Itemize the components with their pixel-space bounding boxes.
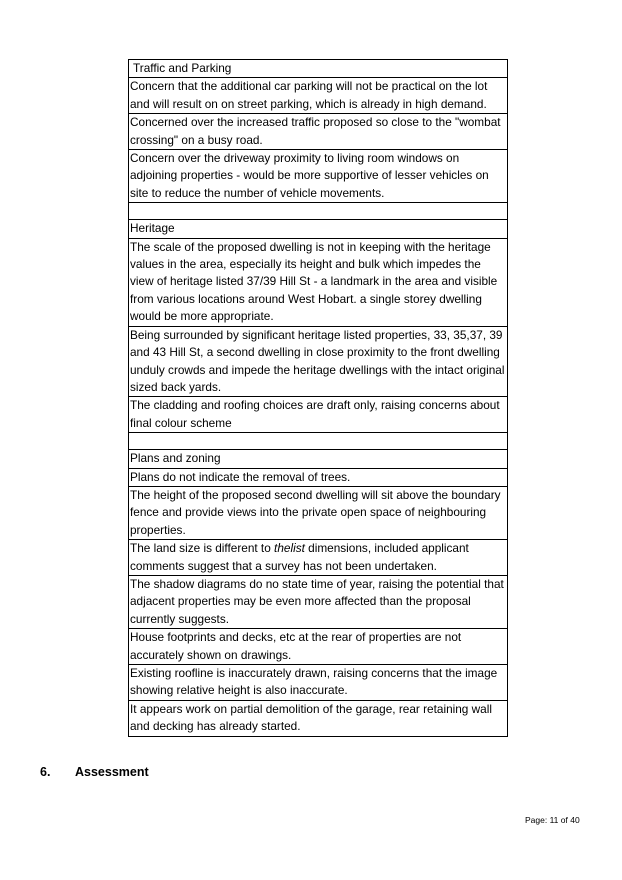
table-row	[129, 220, 508, 238]
heritage-row-3: The cladding and roofing choices are draft only, raising concerns about final colour scheme	[129, 397, 508, 433]
section-number: 6.	[40, 765, 51, 779]
heading-plans-zoning: Plans and zoning	[129, 450, 508, 468]
table-row	[129, 397, 508, 433]
plans-row-demolition: It appears work on partial demolition of the garage, rear retaining wall and decking has already started.	[129, 700, 508, 736]
table-row	[129, 326, 508, 397]
heading-heritage: Heritage	[129, 220, 508, 238]
plans-row-2: The height of the proposed second dwelling will sit above the boundary fence and provide views into the private open space of neighbouring properties.	[129, 486, 508, 539]
plans-row-footprints: House footprints and decks, etc at the rear of properties are not accurately shown on drawings.	[129, 629, 508, 665]
table-row	[129, 114, 508, 150]
table-row	[129, 150, 508, 203]
land-size-text-after: dimensions, included applicant comments suggest that a survey has not been undertaken.	[130, 541, 469, 573]
section-title: Assessment	[75, 765, 149, 779]
heritage-row-2: Being surrounded by significant heritage listed properties, 33, 35,37, 39 and 43 Hill St, a second dwelling in close proximity to the front dwelling unduly crowds and impede the heritage dwellings with the intact original sized back yards.	[129, 326, 508, 397]
table-row	[129, 60, 508, 78]
table-row	[129, 540, 508, 576]
plans-row-1: Plans do not indicate the removal of trees.	[129, 468, 508, 486]
table-row	[129, 468, 508, 486]
land-size-thelist: thelist	[274, 541, 305, 556]
table-row	[129, 665, 508, 701]
blank-row	[129, 433, 508, 450]
traffic-row-1: Concern that the additional car parking will not be practical on the lot and will result on on street parking, which is already in high demand.	[129, 78, 508, 114]
land-size-text-before: The land size is different to	[130, 541, 275, 556]
blank-cell	[129, 203, 508, 220]
blank-row	[129, 203, 508, 220]
table-row	[129, 78, 508, 114]
plans-row-shadow: The shadow diagrams do no state time of year, raising the potential that adjacent properties may be even more affected than the proposal currently suggests.	[129, 575, 508, 628]
plans-row-land-size	[129, 540, 508, 576]
page-number: Page: 11 of 40	[525, 815, 580, 825]
traffic-row-2: Concerned over the increased traffic proposed so close to the "wombat crossing" on a busy road.	[129, 114, 508, 150]
heading-traffic-parking: Traffic and Parking	[129, 60, 508, 78]
table-row	[129, 575, 508, 628]
representations-table	[128, 59, 508, 737]
table-row	[129, 629, 508, 665]
section-heading	[40, 765, 149, 779]
plans-row-roofline: Existing roofline is inaccurately drawn, raising concerns that the image showing relative height is also inaccurate.	[129, 665, 508, 701]
traffic-row-3: Concern over the driveway proximity to living room windows on adjoining properties - would be more supportive of lesser vehicles on site to reduce the number of vehicle movements.	[129, 150, 508, 203]
table-row	[129, 700, 508, 736]
table-row	[129, 486, 508, 539]
table-row	[129, 450, 508, 468]
table-row	[129, 238, 508, 326]
heritage-row-1: The scale of the proposed dwelling is not in keeping with the heritage values in the area, especially its height and bulk which impedes the view of heritage listed 37/39 Hill St - a landmark in the area and visible from various locations around West Hobart. a single storey dwelling would be more appropriate.	[129, 238, 508, 326]
blank-cell	[129, 433, 508, 450]
